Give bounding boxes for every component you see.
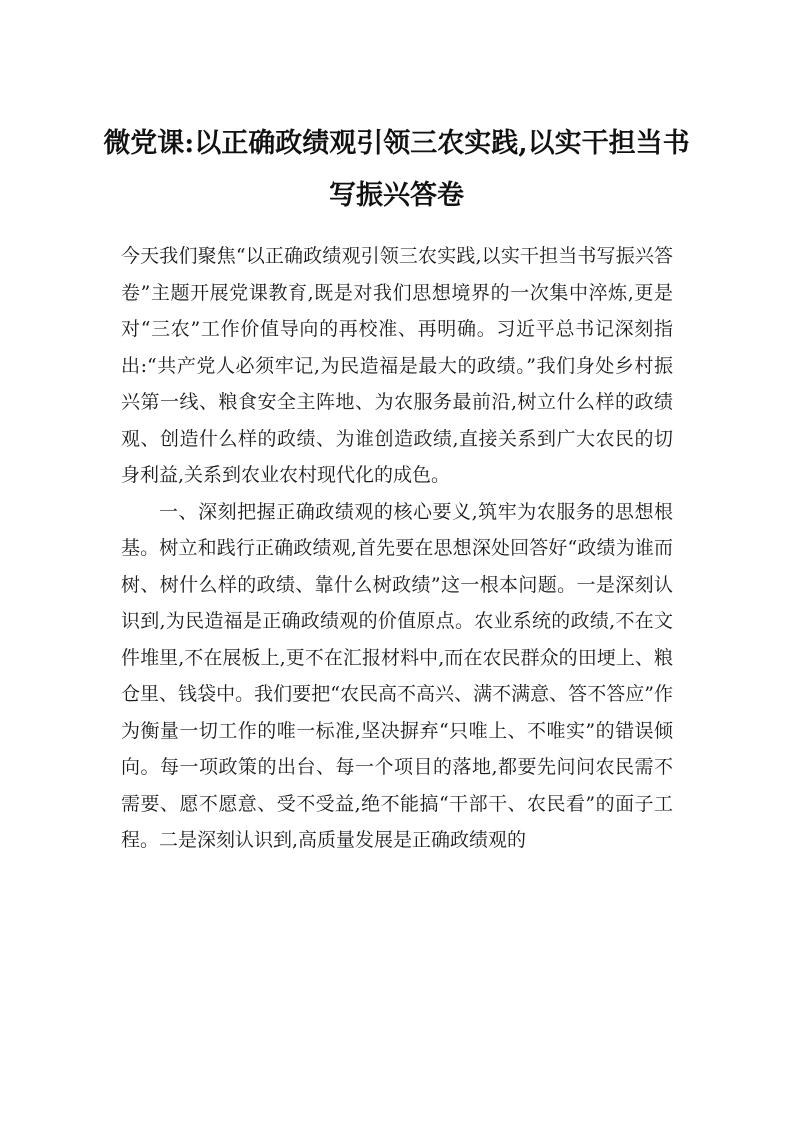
body-paragraph-intro: 今天我们聚焦“以正确政绩观引领三农实践,以实干担当书写振兴答卷”主题开展党课教育,既是对我们思想境界的一次集中淬炼,更是对“三农”工作价值导向的再校准、再明确。习近平总书记深刻指出:“共产党人必须牢记,为民造福是最大的政绩。”我们身处乡村振兴第一线、粮食安全主阵地、为农服务最前沿,树立什么样的政绩观、创造什么样的政绩、为谁创造政绩,直接关系到广大农民的切身利益,关系到农业农村现代化的成色。: [121, 245, 673, 486]
body-paragraph-section-one: 一、深刻把握正确政绩观的核心要义,筑牢为农服务的思想根基。树立和践行正确政绩观,首先要在思想深处回答好“政绩为谁而树、树什么样的政绩、靠什么树政绩”这一根本问题。一是深刻认识到,为民造福是正确政绩观的价值原点。农业系统的政绩,不在文件堆里,不在展板上,更不在汇报材料中,而在农民群众的田埂上、粮仓里、钱袋中。我们要把“农民高不高兴、满不满意、答不答应”作为衡量一切工作的唯一标准,坚决摒弃“只唯上、不唯实”的错误倾向。每一项政策的出台、每一个项目的落地,都要先问问农民需不需要、愿不愿意、受不受益,绝不能搞“干部干、农民看”的面子工程。二是深刻认识到,高质量发展是正确政绩观的: [121, 500, 673, 851]
document-body: [121, 238, 673, 859]
document-title: 微党课:以正确政绩观引领三农实践,以实干担当书写振兴答卷: [103, 128, 690, 211]
